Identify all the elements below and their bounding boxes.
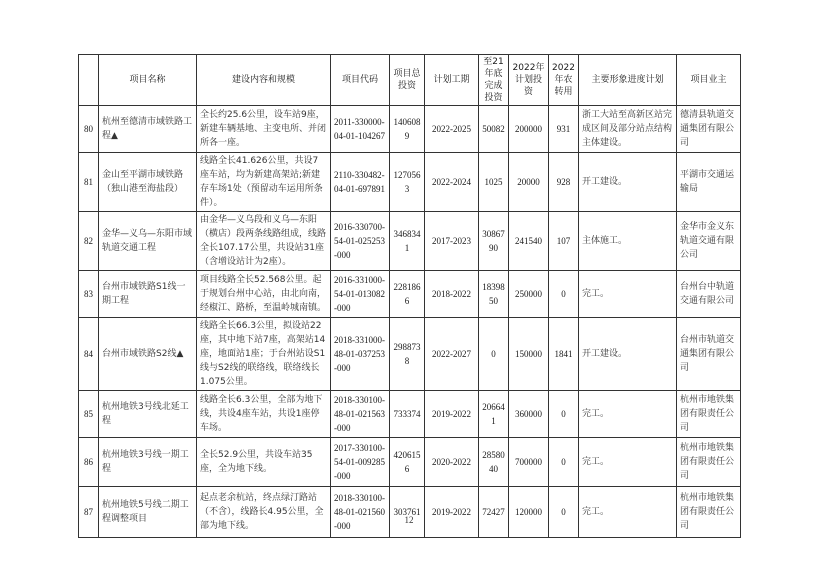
row-code: 2110-330482-04-01-697891 — [331, 153, 390, 212]
table-row — [79, 391, 741, 438]
header-content: 建设内容和规模 — [197, 55, 331, 106]
row-content: 线路全长6.3公里，全部为地下线，共设4座车站，共设1座停车场。 — [197, 391, 331, 438]
header-period: 计划工期 — [425, 55, 479, 106]
row-period: 2019-2022 — [425, 487, 479, 538]
row-completed-2021: 72427 — [479, 487, 509, 538]
row-completed-2021: 1025 — [479, 153, 509, 212]
row-progress-plan: 浙工大站至高新区站完成区间及部分站点结构主体建设。 — [579, 106, 677, 153]
row-seq: 83 — [79, 271, 99, 318]
row-total-investment: 2988738 — [390, 318, 425, 391]
row-content: 全长约25.6公里，设车站9座，新建车辆基地、主变电所、并闭所各一座。 — [197, 106, 331, 153]
table-row — [79, 212, 741, 271]
row-owner: 德清县轨道交通集团有限公司 — [677, 106, 741, 153]
row-total-investment: 2281866 — [390, 271, 425, 318]
row-code: 2018-330100-48-01-021563-000 — [331, 391, 390, 438]
row-owner: 杭州市地铁集团有限责任公司 — [677, 438, 741, 487]
row-progress-plan: 开工建设。 — [579, 153, 677, 212]
row-plan-2022: 120000 — [509, 487, 549, 538]
row-name: 杭州地铁3号线一期工程 — [99, 438, 197, 487]
row-total-investment: 4206156 — [390, 438, 425, 487]
header-total-investment: 项目总投资 — [390, 55, 425, 106]
row-plan-2022: 150000 — [509, 318, 549, 391]
header-completed-2021: 至21年底完成投资 — [479, 55, 509, 106]
row-completed-2021: 3086790 — [479, 212, 509, 271]
row-owner: 台州市轨道交通集团有限公司 — [677, 318, 741, 391]
row-content: 线路全长66.3公里，拟设站22座，其中地下站7座，高架站14座，地面站1座；于台州站设S1线与S2线的联络线，联络线长1.075公里。 — [197, 318, 331, 391]
row-progress-plan: 完工。 — [579, 391, 677, 438]
header-owner: 项目业主 — [677, 55, 741, 106]
row-code: 2017-330100-54-01-009285-000 — [331, 438, 390, 487]
row-total-investment: 733374 — [390, 391, 425, 438]
row-completed-2021: 50082 — [479, 106, 509, 153]
row-code: 2016-331000-54-01-013082-000 — [331, 271, 390, 318]
row-name: 杭州地铁3号线北延工程 — [99, 391, 197, 438]
row-plan-2022: 250000 — [509, 271, 549, 318]
row-code: 2018-330100-48-01-021560-000 — [331, 487, 390, 538]
row-name: 杭州地铁5号线二期工程调整项目 — [99, 487, 197, 538]
row-seq: 81 — [79, 153, 99, 212]
row-code: 2016-330700-54-01-025253-000 — [331, 212, 390, 271]
row-progress-plan: 完工。 — [579, 438, 677, 487]
header-name: 项目名称 — [99, 55, 197, 106]
row-plan-2022: 700000 — [509, 438, 549, 487]
row-completed-2021: 2858040 — [479, 438, 509, 487]
row-progress-plan: 开工建设。 — [579, 318, 677, 391]
row-plan-2022: 360000 — [509, 391, 549, 438]
row-period: 2019-2022 — [425, 391, 479, 438]
row-seq: 85 — [79, 391, 99, 438]
row-total-investment: 303761 — [390, 487, 425, 538]
header-code: 项目代码 — [331, 55, 390, 106]
row-seq: 80 — [79, 106, 99, 153]
row-period: 2017-2023 — [425, 212, 479, 271]
row-content: 起点老余杭站，终点绿汀路站（不含），线路长4.95公里，全部为地下线。 — [197, 487, 331, 538]
row-plan-2022: 241540 — [509, 212, 549, 271]
row-seq: 86 — [79, 438, 99, 487]
row-progress-plan: 完工。 — [579, 487, 677, 538]
page-number: 12 — [404, 515, 414, 525]
row-code: 2018-331000-48-01-037253-000 — [331, 318, 390, 391]
row-name: 台州市域铁路S1线一期工程 — [99, 271, 197, 318]
row-progress-plan: 完工。 — [579, 271, 677, 318]
row-farmland-2022: 0 — [549, 271, 579, 318]
row-total-investment: 1270563 — [390, 153, 425, 212]
table-header-row — [79, 55, 741, 106]
row-farmland-2022: 1841 — [549, 318, 579, 391]
table-row — [79, 438, 741, 487]
table-row — [79, 271, 741, 318]
row-name: 金华—义乌—东阳市域轨道交通工程 — [99, 212, 197, 271]
row-seq: 87 — [79, 487, 99, 538]
table-row — [79, 153, 741, 212]
row-content: 线路全长41.626公里，共设7座车站，均为新建高架站;新建存车场1处（预留动车运用所条件）。 — [197, 153, 331, 212]
row-period: 2022-2027 — [425, 318, 479, 391]
row-owner: 金华市金义东轨道交通有限公司 — [677, 212, 741, 271]
row-code: 2011-330000-04-01-104267 — [331, 106, 390, 153]
table-row — [79, 487, 741, 538]
row-total-investment: 3468341 — [390, 212, 425, 271]
row-progress-plan: 主体施工。 — [579, 212, 677, 271]
row-content: 由金华—义乌段和义乌—东阳（横店）段两条线路组成，线路全长107.17公里，共设站31座（含增设站计为2座）。 — [197, 212, 331, 271]
row-completed-2021: 206641 — [479, 391, 509, 438]
row-content: 项目线路全长52.568公里。起于规划台州中心站，由北向南，经椒江、路桥，至温岭城南镇。 — [197, 271, 331, 318]
row-farmland-2022: 107 — [549, 212, 579, 271]
row-farmland-2022: 0 — [549, 438, 579, 487]
row-owner: 杭州市地铁集团有限责任公司 — [677, 487, 741, 538]
header-progress-plan: 主要形象进度计划 — [579, 55, 677, 106]
header-plan-2022: 2022年计划投资 — [509, 55, 549, 106]
row-name: 杭州至德清市域铁路工程▲ — [99, 106, 197, 153]
row-farmland-2022: 0 — [549, 487, 579, 538]
row-plan-2022: 200000 — [509, 106, 549, 153]
header-farmland-2022: 2022年农转用 — [549, 55, 579, 106]
row-name: 台州市域铁路S2线▲ — [99, 318, 197, 391]
row-seq: 82 — [79, 212, 99, 271]
row-owner: 平湖市交通运输局 — [677, 153, 741, 212]
row-period: 2020-2022 — [425, 438, 479, 487]
row-farmland-2022: 928 — [549, 153, 579, 212]
row-owner: 杭州市地铁集团有限责任公司 — [677, 391, 741, 438]
row-completed-2021: 1839850 — [479, 271, 509, 318]
table-row — [79, 318, 741, 391]
project-table — [78, 54, 741, 538]
row-content: 全长52.9公里，共设车站35座，全为地下线。 — [197, 438, 331, 487]
row-total-investment: 1406089 — [390, 106, 425, 153]
row-seq: 84 — [79, 318, 99, 391]
row-period: 2018-2022 — [425, 271, 479, 318]
row-farmland-2022: 0 — [549, 391, 579, 438]
row-completed-2021: 0 — [479, 318, 509, 391]
header-seq — [79, 55, 99, 106]
row-farmland-2022: 931 — [549, 106, 579, 153]
table-row — [79, 106, 741, 153]
row-period: 2022-2024 — [425, 153, 479, 212]
row-period: 2022-2025 — [425, 106, 479, 153]
row-plan-2022: 20000 — [509, 153, 549, 212]
row-name: 金山至平湖市域铁路（独山港至海盐段） — [99, 153, 197, 212]
row-owner: 台州台中轨道交通有限公司 — [677, 271, 741, 318]
